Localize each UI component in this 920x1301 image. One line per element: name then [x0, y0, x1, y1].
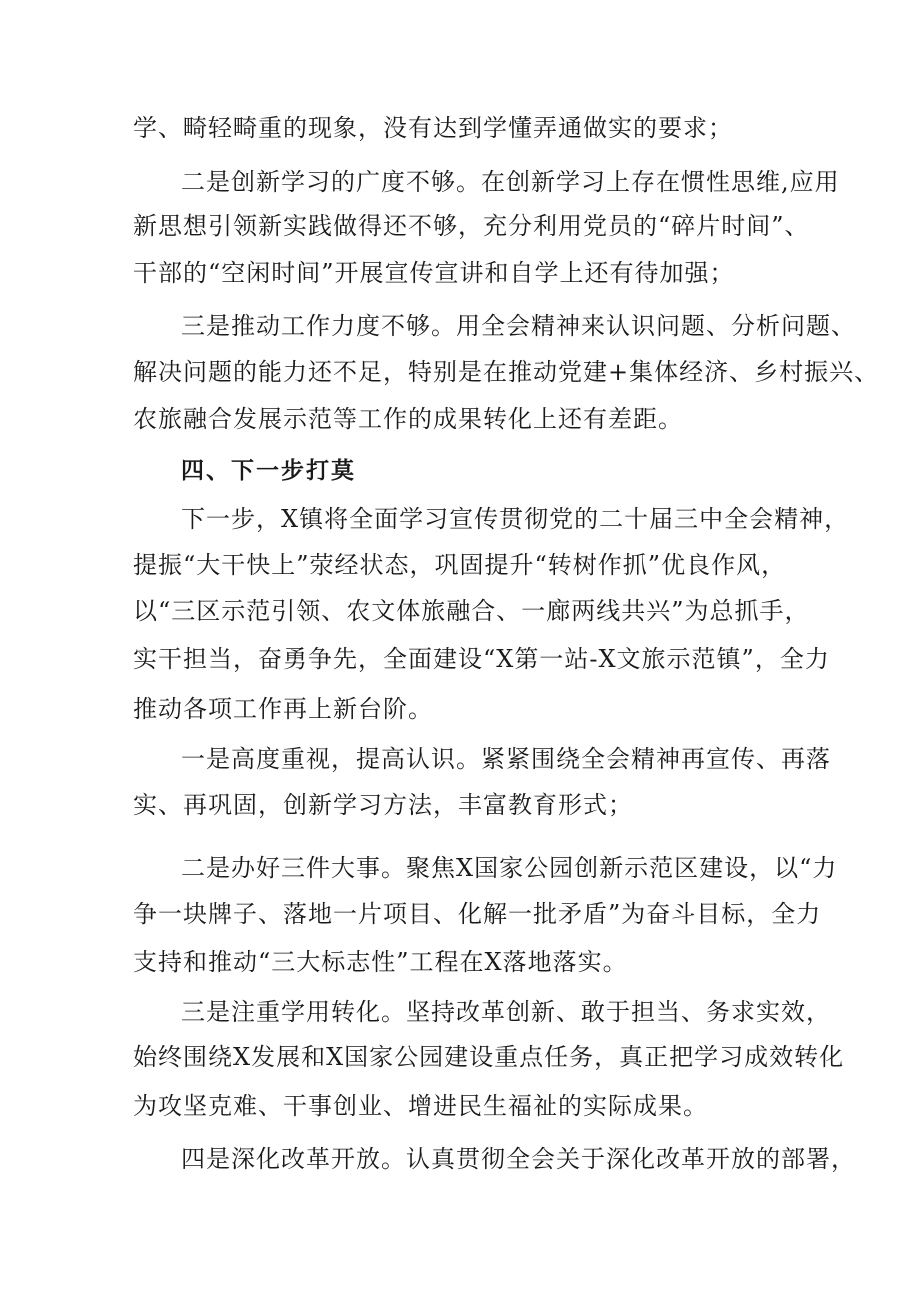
paragraph-start-line: 二是创新学习的广度不够。在创新学习上存在惯性思维,应用 — [181, 168, 840, 196]
text-line: 提振“大干快上”荥经状态，巩固提升“转树作抓”优良作风， — [133, 551, 787, 579]
text-line: 实干担当，奋勇争先，全面建设“X第一站-X文旅示范镇”，全力 — [133, 645, 830, 673]
text-line: 推动各项工作再上新台阶。 — [133, 695, 433, 723]
text-line: 为攻坚克难、干事创业、增进民生福祉的实际成果。 — [133, 1092, 708, 1120]
section-heading: 四、下一步打莫 — [181, 458, 356, 484]
paragraph-start-line: 四是深化改革开放。认真贯彻全会关于深化改革开放的部署， — [181, 1145, 856, 1173]
paragraph-start-line: 一是高度重视，提高认识。紧紧围绕全会精神再宣传、再落 — [181, 745, 831, 773]
paragraph-start-line: 二是办好三件大事。聚焦X国家公园创新示范区建设，以“力 — [181, 854, 838, 882]
text-line: 干部的“空闲时间”开展宣传宣讲和自学上还有待加强； — [133, 259, 735, 287]
text-line: 农旅融合发展示范等工作的成果转化上还有差距。 — [133, 405, 683, 433]
paragraph-start-line: 三是注重学用转化。坚持改革创新、敢于担当、务求实效， — [181, 998, 831, 1026]
paragraph-start-line: 三是推动工作力度不够。用全会精神来认识问题、分析问题、 — [181, 312, 856, 340]
text-line: 争一块牌子、落地一片项目、化解一批矛盾”为奋斗目标，全力 — [133, 900, 822, 928]
paragraph-start-line: 下一步，X镇将全面学习宣传贯彻党的二十届三中全会精神， — [181, 505, 850, 533]
text-line: 以“三区示范引领、农文体旅融合、一廊两线共兴”为总抓手， — [133, 597, 810, 625]
text-line: 实、再巩固，创新学习方法，丰富教育形式； — [133, 791, 633, 819]
text-line: 支持和推动“三大标志性”工程在X落地落实。 — [133, 948, 628, 976]
text-line: 新思想引领新实践做得还不够，充分利用党员的“碎片时间”、 — [133, 212, 810, 240]
text-line: 始终围绕X发展和X国家公园建设重点任务，真正把学习成效转化 — [133, 1043, 845, 1071]
text-line: 解决问题的能力还不足，特别是在推动党建+集体经济、乡村振兴、 — [133, 358, 880, 386]
text-line: 学、畸轻畸重的现象，没有达到学懂弄通做实的要求； — [133, 114, 733, 142]
